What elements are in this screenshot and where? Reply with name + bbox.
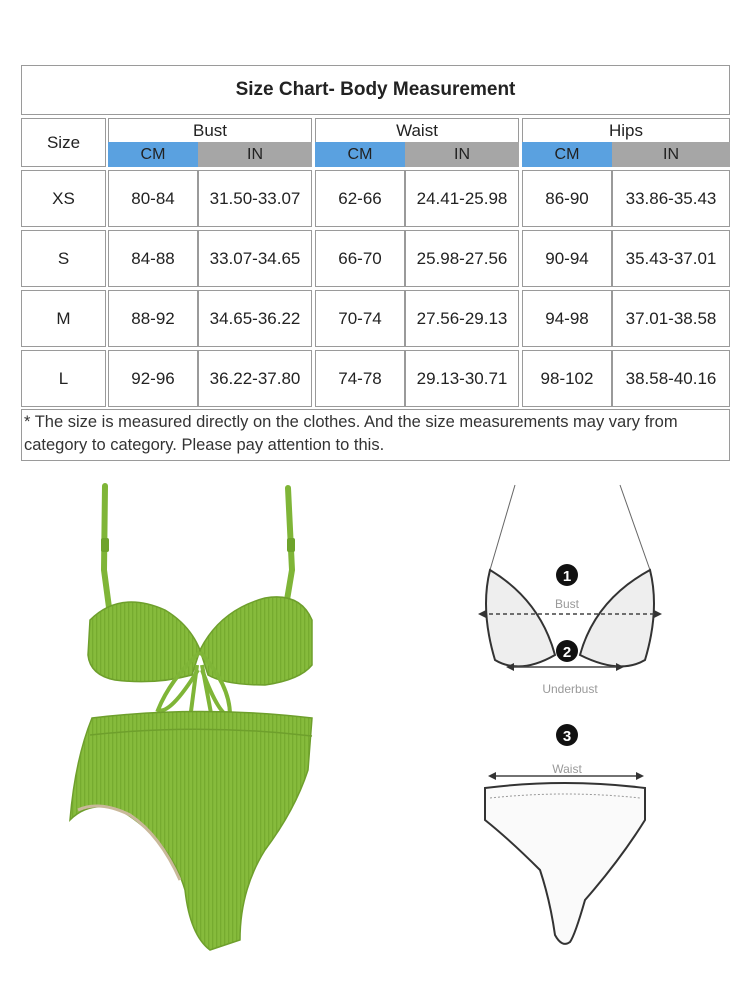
cell-hips-in: 37.01-38.58 bbox=[612, 290, 730, 347]
cell-size: L bbox=[21, 350, 106, 407]
cell-hips-in: 38.58-40.16 bbox=[612, 350, 730, 407]
cell-size: M bbox=[21, 290, 106, 347]
waist-label: Waist bbox=[552, 762, 582, 776]
cell-hips-cm: 98-102 bbox=[522, 350, 612, 407]
cell-waist-cm: 70-74 bbox=[315, 290, 405, 347]
chart-title: Size Chart- Body Measurement bbox=[21, 65, 730, 115]
cell-waist-cm: 66-70 bbox=[315, 230, 405, 287]
measurement-diagram bbox=[470, 480, 670, 950]
waist-cm-header: CM bbox=[315, 142, 405, 167]
cell-hips-in: 35.43-37.01 bbox=[612, 230, 730, 287]
cell-waist-in: 24.41-25.98 bbox=[405, 170, 519, 227]
cell-bust-in: 31.50-33.07 bbox=[198, 170, 312, 227]
cell-bust-in: 33.07-34.65 bbox=[198, 230, 312, 287]
cell-hips-in: 33.86-35.43 bbox=[612, 170, 730, 227]
cell-hips-cm: 94-98 bbox=[522, 290, 612, 347]
cell-waist-cm: 62-66 bbox=[315, 170, 405, 227]
hips-in-header: IN bbox=[612, 142, 730, 167]
cell-bust-cm: 92-96 bbox=[108, 350, 198, 407]
marker-2-label: 2 bbox=[562, 644, 572, 661]
bust-cm-header: CM bbox=[108, 142, 198, 167]
size-column-header: Size bbox=[21, 118, 106, 167]
bust-label: Bust bbox=[554, 597, 580, 611]
cell-waist-in: 25.98-27.56 bbox=[405, 230, 519, 287]
cell-waist-cm: 74-78 bbox=[315, 350, 405, 407]
green-bikini-icon bbox=[60, 480, 350, 960]
cell-bust-cm: 88-92 bbox=[108, 290, 198, 347]
underbust-label: Underbust bbox=[542, 682, 598, 696]
waist-in-header: IN bbox=[405, 142, 519, 167]
waist-group-header: Waist bbox=[315, 118, 519, 142]
cell-waist-in: 29.13-30.71 bbox=[405, 350, 519, 407]
bust-group-header: Bust bbox=[108, 118, 312, 142]
marker-3-label: 3 bbox=[562, 728, 572, 745]
hips-group-header: Hips bbox=[522, 118, 730, 142]
cell-bust-in: 36.22-37.80 bbox=[198, 350, 312, 407]
measurement-diagram-icon bbox=[470, 480, 670, 950]
cell-hips-cm: 86-90 bbox=[522, 170, 612, 227]
cell-bust-cm: 80-84 bbox=[108, 170, 198, 227]
bust-in-header: IN bbox=[198, 142, 312, 167]
cell-bust-cm: 84-88 bbox=[108, 230, 198, 287]
cell-waist-in: 27.56-29.13 bbox=[405, 290, 519, 347]
cell-hips-cm: 90-94 bbox=[522, 230, 612, 287]
hips-cm-header: CM bbox=[522, 142, 612, 167]
measurement-note: * The size is measured directly on the clothes. And the size measurements may vary from category to category. Please pay attention to this. bbox=[21, 409, 730, 461]
cell-bust-in: 34.65-36.22 bbox=[198, 290, 312, 347]
green-bikini-product-image bbox=[60, 480, 350, 960]
marker-1-label: 1 bbox=[562, 568, 572, 585]
cell-size: S bbox=[21, 230, 106, 287]
cell-size: XS bbox=[21, 170, 106, 227]
